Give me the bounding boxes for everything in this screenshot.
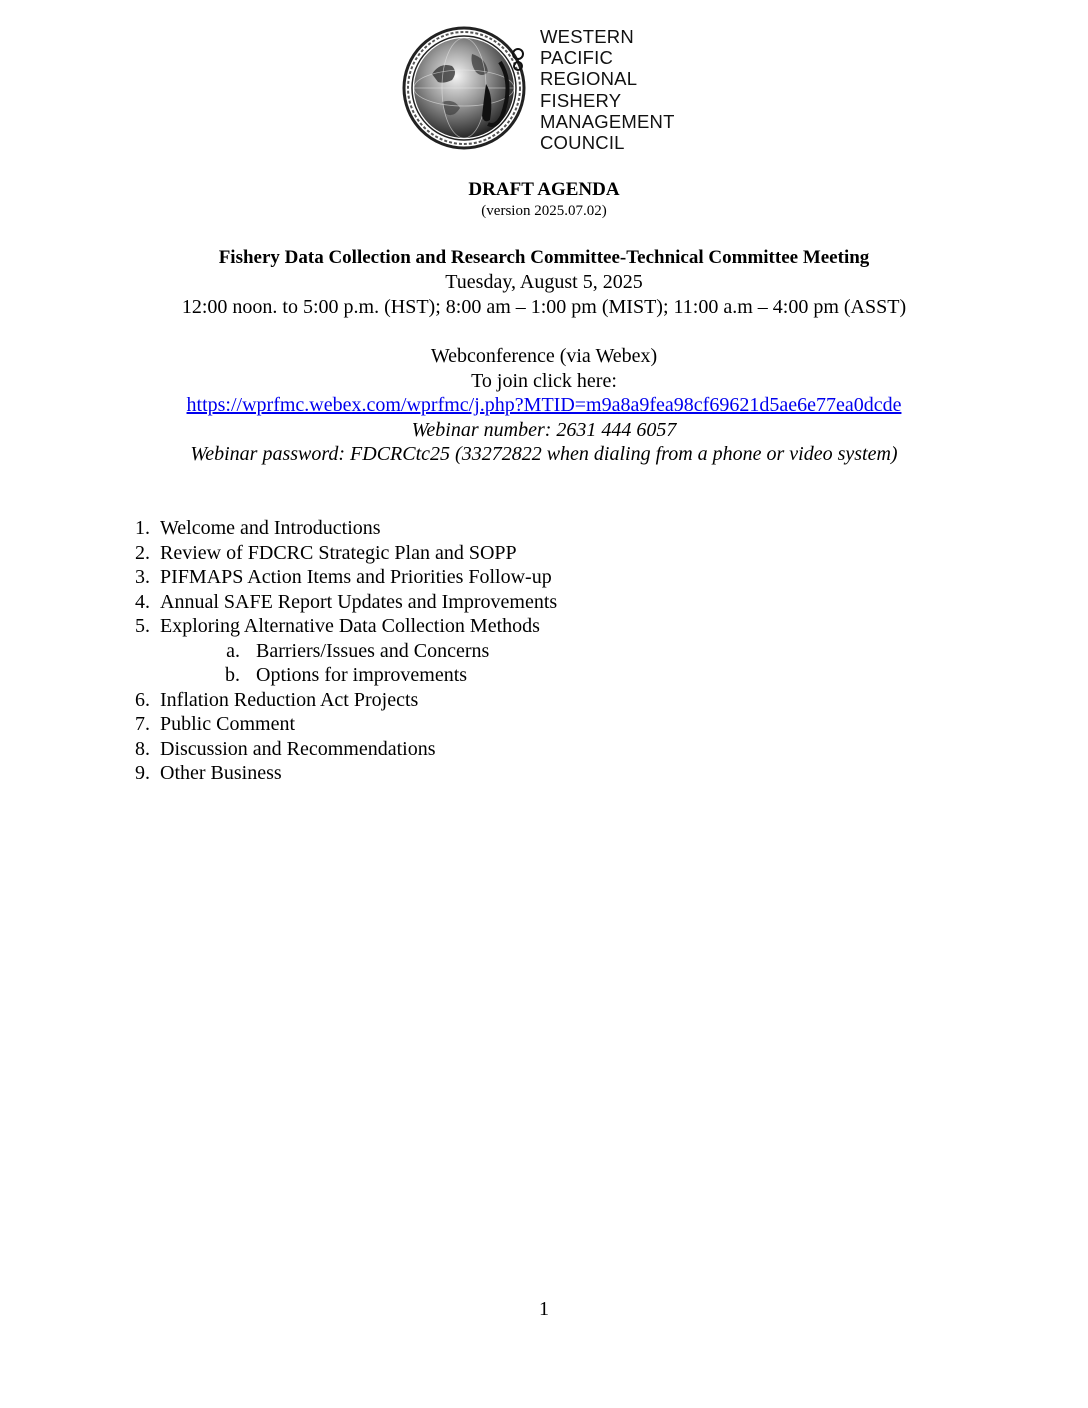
agenda-item-label: PIFMAPS Action Items and Priorities Follow-up <box>160 566 552 588</box>
meeting-time: 12:00 noon. to 5:00 p.m. (HST); 8:00 am – 1:00 pm (MIST); 11:00 a.m – 4:00 pm (ASST) <box>181 296 907 318</box>
webinar-password: Webinar password: FDCRCtc25 (33272822 when dialing from a phone or video system) <box>190 443 898 465</box>
agenda-subitem-letter: b. <box>225 664 240 686</box>
council-name-line: PACIFIC <box>540 47 614 69</box>
council-name-line: COUNCIL <box>540 131 625 153</box>
agenda-item-label: Discussion and Recommendations <box>160 737 436 760</box>
agenda-item-label: Welcome and Introductions <box>160 517 381 539</box>
agenda-item-number: 3. <box>135 566 150 588</box>
agenda-item-number: 2. <box>135 541 150 564</box>
agenda-item-label: Inflation Reduction Act Projects <box>160 688 419 711</box>
agenda-item-number: 4. <box>135 590 150 613</box>
council-logo <box>402 24 692 154</box>
agenda-item-label: Other Business <box>160 762 282 784</box>
document-title: DRAFT AGENDA <box>468 179 620 200</box>
council-name <box>540 26 675 153</box>
agenda-item-label: Exploring Alternative Data Collection Methods <box>160 615 540 637</box>
agenda-item-number: 1. <box>135 517 150 539</box>
webex-join-link[interactable]: https://wprfmc.webex.com/wprfmc/j.php?MTID=m9a8a9fea98cf69621d5ae6e77ea0dcde <box>186 394 902 416</box>
agenda-item-number: 7. <box>135 713 150 735</box>
join-instruction: To join click here: <box>471 370 617 392</box>
council-name-line: FISHERY <box>540 89 622 111</box>
meeting-date: Tuesday, August 5, 2025 <box>445 271 643 293</box>
join-container <box>0 393 1088 418</box>
agenda-item-number: 6. <box>135 688 150 711</box>
webinar-number: Webinar number: 2631 444 6057 <box>411 419 677 441</box>
council-name-line: WESTERN <box>540 26 634 47</box>
agenda-item-label: Review of FDCRC Strategic Plan and SOPP <box>160 541 517 564</box>
document-version: (version 2025.07.02) <box>481 203 607 219</box>
agenda-subitem-label: Barriers/Issues and Concerns <box>256 639 490 662</box>
agenda-item-label: Annual SAFE Report Updates and Improvements <box>160 590 558 613</box>
globe-emblem-icon <box>402 24 532 154</box>
agenda-subitem-label: Options for improvements <box>256 664 468 686</box>
council-name-line: MANAGEMENT <box>540 110 675 132</box>
page-number: 1 <box>539 1298 549 1320</box>
agenda-item-number: 5. <box>135 615 150 637</box>
agenda-item-label: Public Comment <box>160 713 295 735</box>
agenda-subitem-letter: a. <box>226 639 240 662</box>
meeting-venue: Webconference (via Webex) <box>430 345 658 367</box>
meeting-title: Fishery Data Collection and Research Committee-Technical Committee Meeting <box>218 247 870 268</box>
agenda-item-number: 8. <box>135 737 150 760</box>
agenda-item-number: 9. <box>135 762 150 784</box>
council-name-line: REGIONAL <box>540 68 638 90</box>
